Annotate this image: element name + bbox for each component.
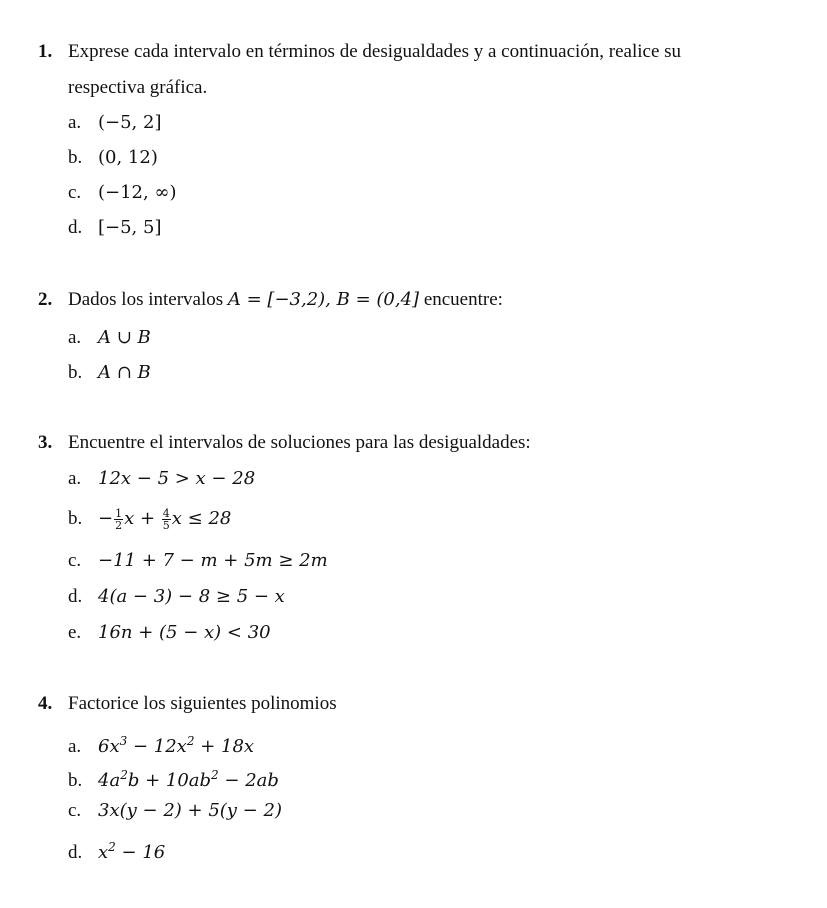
q4-item-c: [68, 798, 282, 824]
term: − 16: [115, 842, 166, 863]
item-label: a.: [68, 327, 82, 348]
item-label: d.: [68, 842, 83, 863]
term: 6x: [98, 736, 120, 757]
question-number: 3.: [38, 432, 53, 453]
question-text: Dados los intervalos: [68, 289, 228, 310]
item-label: b.: [68, 770, 83, 791]
polynomial: [98, 770, 279, 791]
question-text: Factorice los siguientes polinomios: [68, 693, 337, 714]
question-text-continued: respectiva gráfica.: [68, 77, 208, 98]
item-label: b.: [68, 362, 83, 383]
q4-item-a: [68, 728, 254, 760]
q3-item-b: [68, 506, 231, 532]
term: − 12x: [127, 736, 187, 757]
question-1: [38, 34, 798, 106]
question-4: [38, 686, 798, 722]
item-label: c.: [68, 182, 82, 203]
inequality: 4(a − 3) − 8 ≥ 5 − x: [98, 586, 285, 607]
polynomial: [98, 736, 254, 757]
exponent: 2: [120, 768, 128, 782]
inequality: [98, 506, 232, 532]
interval-expression: (−5, 2]: [98, 112, 162, 133]
item-label: d.: [68, 586, 83, 607]
q3-item-c: [68, 548, 328, 574]
fraction-denominator: 2: [115, 518, 123, 532]
term: − 2ab: [218, 770, 279, 791]
question-number: 1.: [38, 41, 53, 62]
q1-item-c: [68, 180, 176, 206]
question-number: 4.: [38, 693, 53, 714]
q1-item-a: [68, 110, 161, 136]
polynomial: 3x(y − 2) + 5(y − 2): [98, 800, 282, 821]
question-text-end: encuentre:: [419, 289, 503, 310]
question-math: A = [−3,2), B = (0,4]: [227, 289, 420, 310]
question-text: Exprese cada intervalo en términos de desigualdades y a continuación, realice su: [68, 41, 682, 62]
q3-item-d: [68, 584, 285, 610]
question-2: [38, 282, 798, 318]
item-label: c.: [68, 550, 82, 571]
q1-item-d: [68, 215, 161, 241]
item-label: c.: [68, 800, 82, 821]
item-label: b.: [68, 147, 83, 168]
inequality: 12x − 5 > x − 28: [98, 468, 256, 489]
fraction-four-fifths: [162, 508, 171, 531]
exponent: 3: [119, 734, 128, 748]
item-label: e.: [68, 622, 82, 643]
q2-item-a: [68, 325, 151, 351]
term: 4a: [98, 770, 121, 791]
exponent: 2: [211, 768, 219, 782]
exponent: 2: [108, 840, 116, 854]
inequality-middle: x +: [124, 508, 161, 529]
question-3: [38, 425, 798, 461]
interval-expression: (−12, ∞): [98, 182, 177, 203]
minus-sign: −: [98, 508, 114, 529]
set-expression: A ∩ B: [98, 362, 151, 383]
set-expression: A ∪ B: [98, 327, 151, 348]
exponent: 2: [186, 734, 195, 748]
item-label: b.: [68, 508, 83, 529]
term: b + 10ab: [127, 770, 212, 791]
polynomial: [98, 842, 165, 863]
inequality: 16n + (5 − x) < 30: [98, 622, 271, 643]
fraction-one-half: [114, 508, 123, 531]
q2-item-b: [68, 360, 151, 386]
fraction-numerator: 4: [162, 506, 170, 520]
interval-expression: (0, 12): [98, 147, 158, 168]
question-number: 2.: [38, 289, 53, 310]
item-label: a.: [68, 736, 82, 757]
item-label: a.: [68, 112, 82, 133]
inequality: −11 + 7 − m + 5m ≥ 2m: [98, 550, 328, 571]
interval-expression: [−5, 5]: [98, 217, 162, 238]
term: x: [98, 842, 109, 863]
inequality-tail: x ≤ 28: [171, 508, 232, 529]
fraction-numerator: 1: [115, 506, 123, 520]
q4-item-d: [68, 834, 165, 866]
q1-item-b: [68, 145, 158, 171]
question-text: Encuentre el intervalos de soluciones para las desigualdades:: [68, 432, 531, 453]
item-label: a.: [68, 468, 82, 489]
q3-item-e: [68, 620, 271, 646]
q4-item-b: [68, 762, 279, 794]
fraction-denominator: 5: [162, 518, 170, 532]
item-label: d.: [68, 217, 83, 238]
q3-item-a: [68, 466, 255, 492]
term: + 18x: [194, 736, 255, 757]
